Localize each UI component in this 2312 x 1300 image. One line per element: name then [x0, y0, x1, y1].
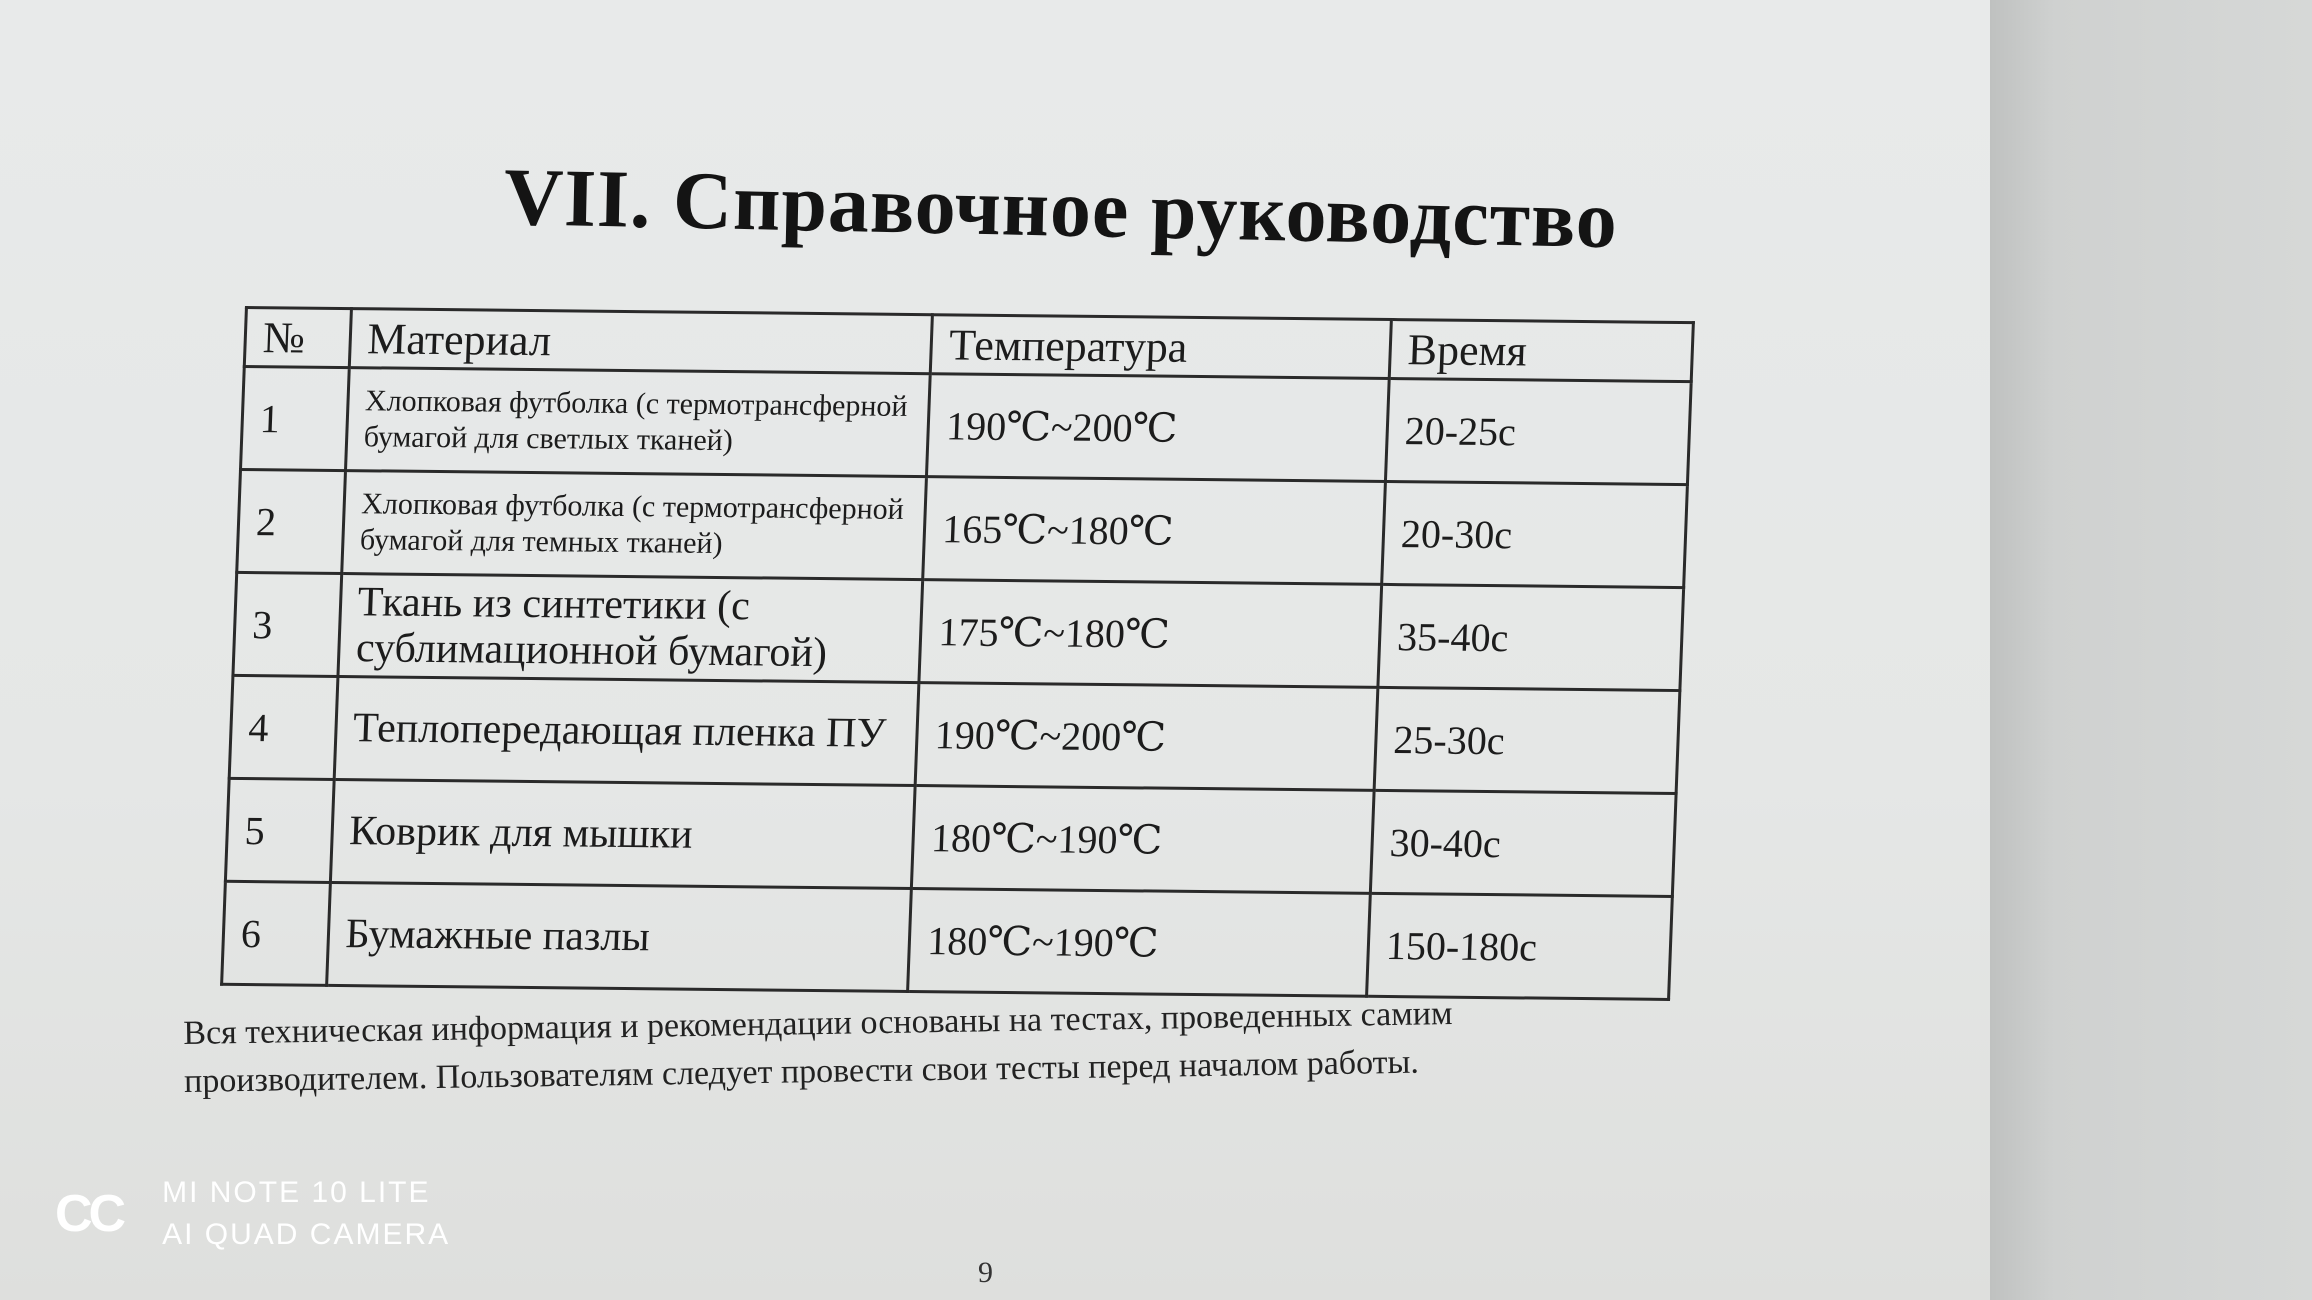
row-num: 4	[229, 675, 337, 779]
row-time: 30-40с	[1370, 790, 1676, 896]
reference-table	[220, 306, 1695, 1001]
camera-type-label: AI QUAD CAMERA	[162, 1218, 451, 1251]
page-edge-shadow	[1990, 0, 2312, 1300]
row-time: 20-25с	[1385, 378, 1691, 484]
row-temperature: 190℃~200℃	[927, 374, 1389, 482]
row-material: Бумажные пазлы	[326, 882, 912, 991]
row-num: 1	[241, 366, 349, 470]
camera-watermark	[55, 1172, 450, 1256]
row-num: 3	[233, 572, 341, 676]
camera-logo: CC	[55, 1185, 123, 1243]
row-temperature: 175℃~180℃	[919, 580, 1381, 688]
row-material: Хлопковая футболка (с термотрансферной бумагой для темных тканей)	[341, 471, 927, 580]
row-num: 5	[225, 778, 333, 882]
row-temperature: 180℃~190℃	[912, 786, 1374, 894]
table-row	[225, 778, 1676, 896]
row-material: Коврик для мышки	[330, 779, 916, 888]
header-temperature: Температура	[931, 315, 1392, 379]
row-time: 150-180с	[1367, 893, 1673, 999]
camera-watermark-text	[162, 1172, 450, 1256]
table-row	[233, 572, 1684, 690]
row-temperature: 180℃~190℃	[908, 889, 1370, 997]
row-material: Ткань из синтетики (с сублимационной бумагой)	[338, 574, 924, 683]
row-temperature: 190℃~200℃	[916, 683, 1378, 791]
page-title: VII. Справочное руководство	[503, 150, 1619, 266]
table-row	[229, 675, 1680, 793]
row-material: Хлопковая футболка (с термотрансферной бумагой для светлых тканей)	[345, 368, 931, 477]
page-number: 9	[978, 1256, 993, 1289]
table-row	[222, 881, 1673, 999]
header-time: Время	[1389, 320, 1693, 382]
row-temperature: 165℃~180℃	[923, 477, 1385, 585]
row-time: 35-40с	[1378, 584, 1684, 690]
row-num: 6	[222, 881, 330, 985]
row-num: 2	[237, 469, 345, 573]
header-num: №	[244, 308, 351, 368]
row-material: Теплопередающая пленка ПУ	[334, 676, 920, 785]
footnote-text: Вся техническая информация и рекомендации основаны на тестах, проведенных самим производителем. Пользователям следует провести свои тесты перед началом работы.	[183, 995, 1453, 1100]
header-material: Материал	[349, 309, 933, 374]
row-time: 25-30с	[1374, 687, 1680, 793]
row-time: 20-30с	[1382, 481, 1688, 587]
table-row	[241, 366, 1692, 484]
table-row	[237, 469, 1688, 587]
camera-model-label: MI NOTE 10 LITE	[162, 1176, 431, 1209]
